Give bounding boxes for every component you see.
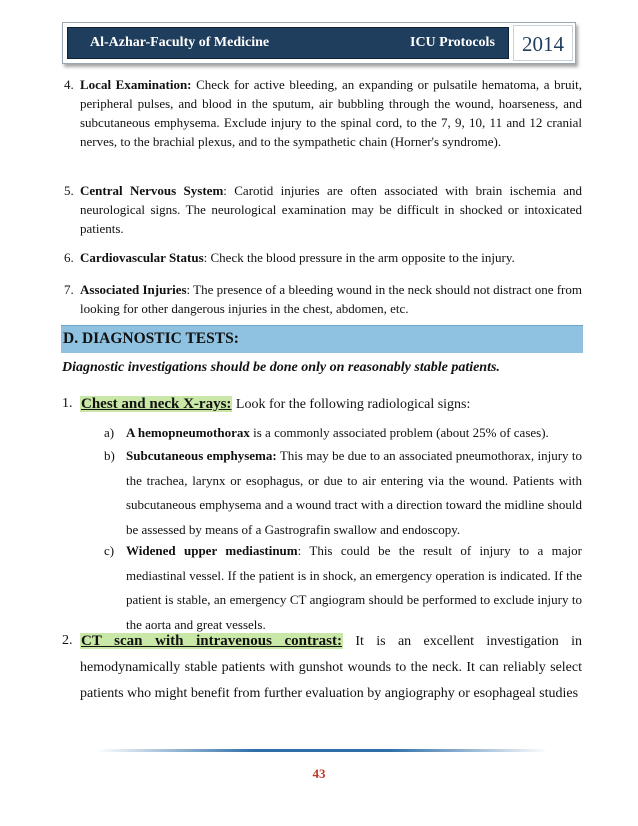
test-title-highlight: Chest and neck X-rays: [81, 396, 232, 412]
sign-item-widened-mediastinum [104, 539, 582, 637]
header-title: ICU Protocols [410, 35, 495, 50]
sign-item-hemopneumothorax [104, 421, 582, 446]
item-number: 4. [64, 77, 74, 92]
test-title-highlight: CT scan with intravenous contrast: [81, 633, 342, 649]
sign-body [126, 539, 582, 637]
test-number: 1. [62, 396, 73, 411]
header-year: 2014 [513, 25, 573, 61]
item-body [80, 248, 582, 267]
item-lead: Cardiovascular Status [80, 250, 204, 265]
item-body [80, 181, 582, 238]
sign-lead: Subcutaneous emphysema: [126, 448, 277, 463]
sign-letter: b) [104, 448, 115, 463]
page-number: 43 [312, 766, 326, 781]
section-title: D. DIAGNOSTIC TESTS: [63, 330, 239, 347]
sign-lead: Widened upper mediastinum [126, 543, 298, 558]
item-number: 7. [64, 282, 74, 297]
item-text: : The presence of a bleeding wound in the neck should not distract one from looking for other dangerous injuries in the chest, abdomen, etc. [80, 282, 582, 316]
exam-item-local [64, 75, 582, 151]
sign-letter: a) [104, 425, 115, 440]
footer-divider [96, 749, 548, 752]
item-body [80, 75, 582, 151]
sign-text: : This could be the result of injury to a major mediastinal vessel. If the patient is in shock, an emergency operation is indicated. If the patient is stable, an emergency CT angiogram should be performed to exclude injury to the aorta and great vessels. [126, 543, 582, 632]
page-header [62, 22, 576, 64]
test-text: It is an excellent investigation in hemodynamically stable patients with gunshot wounds to the neck. It can reliably select patients who might benefit from further evaluation by angiography or esophageal studies [80, 634, 582, 701]
test-body [80, 628, 582, 707]
exam-item-cardiovascular [64, 248, 582, 267]
header-banner [67, 27, 509, 59]
exam-item-cns [64, 181, 582, 238]
item-lead: Central Nervous System [80, 183, 224, 198]
item-lead: Associated Injuries [80, 282, 187, 297]
sign-letter: c) [104, 543, 115, 558]
sign-body [126, 444, 582, 542]
item-text: : Carotid injuries are often associated with brain ischemia and neurological signs. The neurological examination may be difficult in shocked or intoxicated patients. [80, 183, 582, 236]
sign-lead: A hemopneumothorax [126, 425, 250, 440]
exam-item-associated-injuries [64, 280, 582, 318]
test-text: Look for the following radiological signs: [232, 397, 471, 412]
item-number: 6. [64, 250, 74, 265]
header-faculty: Al-Azhar-Faculty of Medicine [90, 35, 270, 50]
item-lead: Local Examination: [80, 77, 192, 92]
test-item-ct-scan [62, 628, 582, 707]
sign-item-subcutaneous-emphysema [104, 444, 582, 542]
test-item-xrays [62, 391, 582, 418]
item-number: 5. [64, 183, 74, 198]
item-text: Check for active bleeding, an expanding or pulsatile hematoma, a bruit, peripheral pulses, and blood in the sputum, air bubbling through the wound, hoarseness, and subcutaneous emphysema. Exclude injury to the spinal cord, to the 7, 9, 10, 11 and 12 cranial nerves, to the brachial plexus, and to the sympathetic chain (Horner's syndrome). [80, 77, 582, 149]
sign-body [126, 421, 582, 446]
item-body [80, 280, 582, 318]
section-intro: Diagnostic investigations should be done only on reasonably stable patients. [62, 360, 500, 375]
test-body [80, 391, 582, 418]
sign-text: This may be due to an associated pneumothorax, injury to the trachea, larynx or esophagus, or due to air entering via the wound. Patients with subcutaneous emphysema and a wound tract with a direction toward the midline should be assessed by means of a Gastrografin swallow and endoscopy. [126, 448, 582, 537]
item-text: : Check the blood pressure in the arm opposite to the injury. [203, 250, 515, 265]
test-number: 2. [62, 633, 73, 648]
section-heading-bar [61, 325, 583, 353]
sign-text: is a commonly associated problem (about 25% of cases). [249, 425, 549, 440]
